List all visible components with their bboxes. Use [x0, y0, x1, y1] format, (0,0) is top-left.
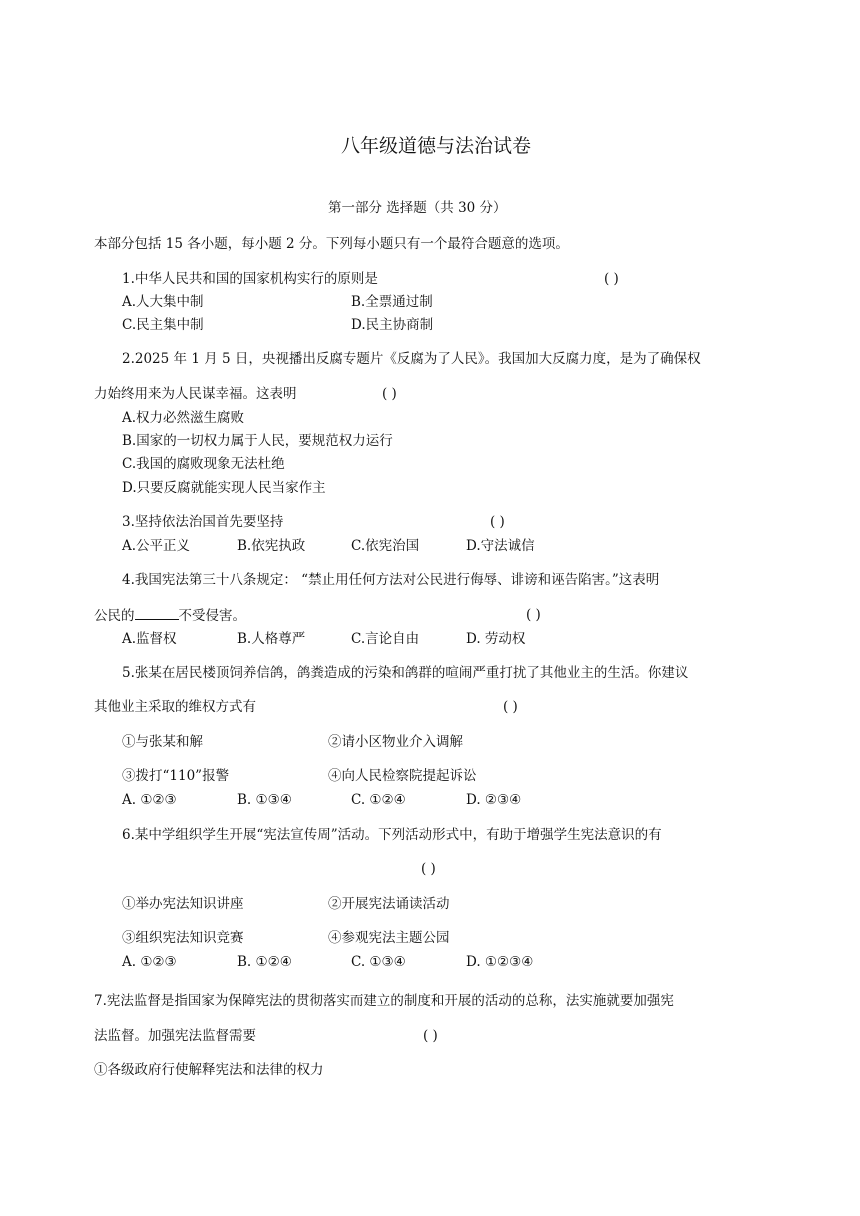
option-a: A.监督权	[122, 631, 177, 647]
option-a: A.权力必然滋生腐败	[122, 410, 245, 426]
answer-bracket: ( )	[503, 699, 518, 715]
option-c: C.民主集中制	[122, 317, 204, 333]
option-a: A.人大集中制	[122, 294, 204, 310]
option-b: B.全票通过制	[351, 294, 433, 310]
question-stem: 7.宪法监督是指国家为保障宪法的贯彻落实而建立的制度和开展的活动的总称，法实施就要加强宪	[94, 993, 674, 1009]
question-stem-cont	[94, 606, 246, 625]
choice-item-3: ③组织宪法知识竞赛	[122, 930, 244, 946]
question-stem-cont: 其他业主采取的维权方式有	[94, 699, 256, 715]
instructions: 本部分包括 15 各小题，每小题 2 分。下列每小题只有一个最符合题意的选项。	[94, 236, 569, 252]
choice-item-4: ④向人民检察院提起诉讼	[328, 768, 477, 784]
question-stem: 5.张某在居民楼顶饲养信鸽，鸽粪造成的污染和鸽群的喧闹严重打扰了其他业主的生活。你建议	[122, 665, 689, 681]
option-d: D. 劳动权	[466, 631, 526, 647]
option-a: A. ①②③	[122, 792, 177, 808]
answer-bracket: ( )	[490, 514, 505, 530]
option-d: D.只要反腐就能实现人民当家作主	[122, 480, 326, 496]
question-stem: 3.坚持依法治国首先要坚持	[122, 514, 284, 530]
choice-item-1: ①与张某和解	[122, 734, 203, 750]
answer-bracket: ( )	[382, 386, 397, 402]
question-stem: 4.我国宪法第三十八条规定： “禁止用任何方法对公民进行侮辱、诽谤和诬告陷害。”这表明	[122, 572, 660, 588]
question-stem: 6.某中学组织学生开展“宪法宣传周”活动。下列活动形式中，有助于增强学生宪法意识的有	[122, 827, 662, 843]
option-d: D. ①②③④	[466, 954, 534, 970]
page-title: 八年级道德与法治试卷	[341, 135, 532, 157]
option-b: B.人格尊严	[237, 631, 306, 647]
stem-suffix: 不受侵害。	[178, 608, 246, 624]
choice-item-1: ①各级政府行使解释宪法和法律的权力	[94, 1062, 324, 1078]
option-c: C. ①②④	[351, 792, 406, 808]
choice-item-2: ②请小区物业介入调解	[328, 734, 463, 750]
question-stem-cont: 力始终用来为人民谋幸福。这表明	[94, 386, 297, 402]
choice-item-3: ③拨打“110”报警	[122, 768, 230, 784]
option-c: C. ①③④	[351, 954, 406, 970]
option-d: D.民主协商制	[351, 317, 434, 333]
question-stem-cont: 法监督。加强宪法监督需要	[94, 1028, 256, 1044]
answer-bracket: ( )	[421, 861, 436, 877]
option-b: B.依宪执政	[237, 538, 306, 554]
option-b: B. ①②④	[237, 954, 292, 970]
stem-prefix: 公民的	[94, 608, 135, 624]
option-b: B.国家的一切权力属于人民，要规范权力运行	[122, 433, 393, 449]
option-c: C.言论自由	[351, 631, 420, 647]
question-stem: 2.2025 年 1 月 5 日，央视播出反腐专题片《反腐为了人民》。我国加大反腐力度，是为了确保权	[122, 351, 701, 367]
option-b: B. ①③④	[237, 792, 292, 808]
option-c: C.依宪治国	[351, 538, 420, 554]
section-heading: 第一部分 选择题（共 30 分）	[328, 200, 507, 216]
choice-item-1: ①举办宪法知识讲座	[122, 896, 244, 912]
answer-bracket: ( )	[423, 1028, 438, 1044]
fill-in-blank	[135, 606, 179, 620]
option-a: A.公平正义	[122, 538, 191, 554]
option-d: D.守法诚信	[466, 538, 535, 554]
option-a: A. ①②③	[122, 954, 177, 970]
answer-bracket: ( )	[604, 271, 619, 287]
option-c: C.我国的腐败现象无法杜绝	[122, 456, 285, 472]
choice-item-2: ②开展宪法诵读活动	[328, 896, 450, 912]
choice-item-4: ④参观宪法主题公园	[328, 930, 450, 946]
answer-bracket: ( )	[526, 607, 541, 623]
option-d: D. ②③④	[466, 792, 522, 808]
question-stem: 1.中华人民共和国的国家机构实行的原则是	[122, 271, 378, 287]
